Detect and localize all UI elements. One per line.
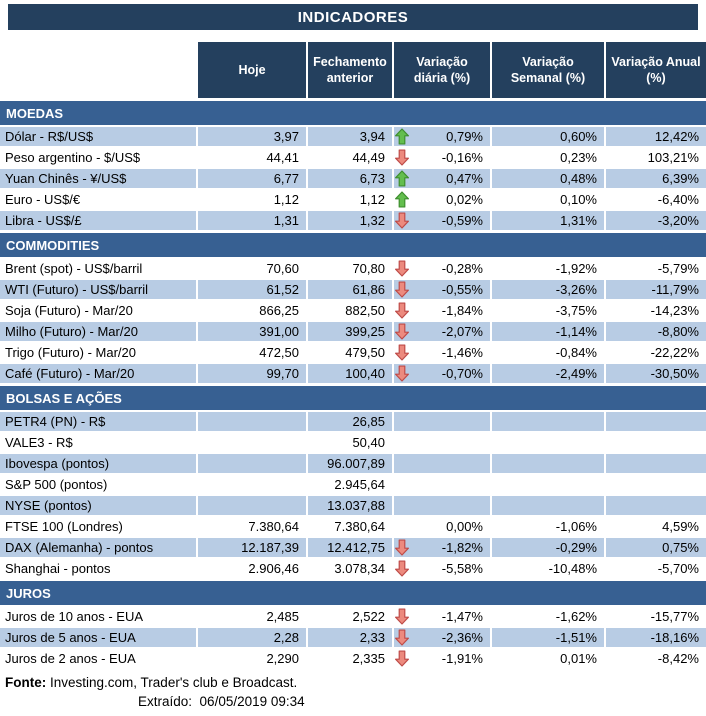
value-variacao-diaria: -2,07% (441, 324, 483, 339)
value-fechamento-anterior: 2,335 (308, 649, 392, 668)
section-header: BOLSAS E AÇÕES (0, 386, 706, 410)
cell-variacao-diaria (394, 538, 490, 557)
value-variacao-anual: -18,16% (606, 628, 706, 647)
value-fechamento-anterior: 3,94 (308, 127, 392, 146)
value-fechamento-anterior: 2,33 (308, 628, 392, 647)
row-label: PETR4 (PN) - R$ (0, 412, 196, 431)
value-fechamento-anterior: 13.037,88 (308, 496, 392, 515)
value-hoje: 7.380,64 (198, 517, 306, 536)
down-arrow-icon (395, 344, 409, 361)
value-hoje: 2,290 (198, 649, 306, 668)
down-arrow-icon (395, 560, 409, 577)
cell-variacao-diaria (394, 628, 490, 647)
cell-variacao-diaria (394, 517, 490, 536)
value-variacao-anual: -5,70% (606, 559, 706, 578)
cell-variacao-diaria (394, 412, 490, 431)
cell-variacao-diaria (394, 454, 490, 473)
cell-variacao-diaria (394, 475, 490, 494)
value-variacao-semanal: 1,31% (492, 211, 604, 230)
column-header: Variação Semanal (%) (492, 42, 604, 98)
extracted-timestamp: 06/05/2019 09:34 (199, 694, 305, 709)
row-label: Café (Futuro) - Mar/20 (0, 364, 196, 383)
down-arrow-icon (395, 608, 409, 625)
value-hoje: 6,77 (198, 169, 306, 188)
value-variacao-semanal: -10,48% (492, 559, 604, 578)
value-variacao-diaria: -0,70% (441, 366, 483, 381)
cell-variacao-diaria (394, 343, 490, 362)
row-label: S&P 500 (pontos) (0, 475, 196, 494)
row-label: NYSE (pontos) (0, 496, 196, 515)
value-variacao-diaria: 0,79% (446, 129, 483, 144)
column-header: Variação diária (%) (394, 42, 490, 98)
value-variacao-anual (606, 454, 706, 473)
value-fechamento-anterior: 50,40 (308, 433, 392, 452)
down-arrow-icon (395, 212, 409, 229)
row-label: Juros de 2 anos - EUA (0, 649, 196, 668)
value-fechamento-anterior: 26,85 (308, 412, 392, 431)
cell-variacao-diaria (394, 364, 490, 383)
value-variacao-anual (606, 433, 706, 452)
value-fechamento-anterior: 7.380,64 (308, 517, 392, 536)
down-arrow-icon (395, 281, 409, 298)
value-hoje: 472,50 (198, 343, 306, 362)
value-variacao-anual: 12,42% (606, 127, 706, 146)
value-hoje: 12.187,39 (198, 538, 306, 557)
value-variacao-semanal: -1,62% (492, 607, 604, 626)
row-label: Ibovespa (pontos) (0, 454, 196, 473)
value-fechamento-anterior: 61,86 (308, 280, 392, 299)
value-variacao-anual: 4,59% (606, 517, 706, 536)
value-variacao-anual (606, 496, 706, 515)
value-fechamento-anterior: 1,32 (308, 211, 392, 230)
value-variacao-anual: -15,77% (606, 607, 706, 626)
value-fechamento-anterior: 3.078,34 (308, 559, 392, 578)
value-hoje: 2.906,46 (198, 559, 306, 578)
value-hoje (198, 496, 306, 515)
value-variacao-semanal (492, 433, 604, 452)
cell-variacao-diaria (394, 190, 490, 209)
section-header: COMMODITIES (0, 233, 706, 257)
row-label: VALE3 - R$ (0, 433, 196, 452)
cell-variacao-diaria (394, 280, 490, 299)
value-fechamento-anterior: 100,40 (308, 364, 392, 383)
cell-variacao-diaria (394, 127, 490, 146)
value-fechamento-anterior: 1,12 (308, 190, 392, 209)
cell-variacao-diaria (394, 496, 490, 515)
value-variacao-diaria: -1,91% (441, 651, 483, 666)
value-variacao-diaria: -1,46% (441, 345, 483, 360)
value-variacao-anual: -3,20% (606, 211, 706, 230)
row-label: DAX (Alemanha) - pontos (0, 538, 196, 557)
value-hoje (198, 433, 306, 452)
cell-variacao-diaria (394, 148, 490, 167)
value-variacao-diaria: 0,02% (446, 192, 483, 207)
value-variacao-diaria: 0,47% (446, 171, 483, 186)
source-label: Fonte: (5, 675, 47, 690)
source-line (5, 673, 706, 692)
value-variacao-semanal (492, 454, 604, 473)
cell-variacao-diaria (394, 433, 490, 452)
value-variacao-anual: -5,79% (606, 259, 706, 278)
source-text: Investing.com, Trader's club e Broadcast. (50, 675, 298, 690)
row-label: Milho (Futuro) - Mar/20 (0, 322, 196, 341)
value-variacao-semanal: 0,23% (492, 148, 604, 167)
value-variacao-anual: -8,42% (606, 649, 706, 668)
value-variacao-semanal: 0,10% (492, 190, 604, 209)
value-fechamento-anterior: 479,50 (308, 343, 392, 362)
value-variacao-diaria: -0,16% (441, 150, 483, 165)
value-variacao-anual (606, 412, 706, 431)
value-fechamento-anterior: 12.412,75 (308, 538, 392, 557)
down-arrow-icon (395, 323, 409, 340)
value-variacao-anual: -6,40% (606, 190, 706, 209)
row-label: Libra - US$/£ (0, 211, 196, 230)
down-arrow-icon (395, 650, 409, 667)
cell-variacao-diaria (394, 301, 490, 320)
cell-variacao-diaria (394, 322, 490, 341)
value-variacao-anual: 6,39% (606, 169, 706, 188)
cell-variacao-diaria (394, 259, 490, 278)
down-arrow-icon (395, 365, 409, 382)
row-label: Shanghai - pontos (0, 559, 196, 578)
extracted-line (138, 692, 706, 711)
value-fechamento-anterior: 70,80 (308, 259, 392, 278)
value-hoje: 391,00 (198, 322, 306, 341)
value-variacao-semanal: -3,75% (492, 301, 604, 320)
up-arrow-icon (395, 170, 409, 187)
value-hoje (198, 454, 306, 473)
row-label: Yuan Chinês - ¥/US$ (0, 169, 196, 188)
value-variacao-diaria: -5,58% (441, 561, 483, 576)
value-variacao-diaria: -2,36% (441, 630, 483, 645)
value-variacao-semanal: -1,06% (492, 517, 604, 536)
value-variacao-anual: 0,75% (606, 538, 706, 557)
row-label: FTSE 100 (Londres) (0, 517, 196, 536)
down-arrow-icon (395, 260, 409, 277)
value-hoje: 2,28 (198, 628, 306, 647)
down-arrow-icon (395, 302, 409, 319)
value-hoje: 1,31 (198, 211, 306, 230)
value-variacao-semanal (492, 496, 604, 515)
value-variacao-semanal (492, 412, 604, 431)
value-variacao-anual: -30,50% (606, 364, 706, 383)
down-arrow-icon (395, 149, 409, 166)
value-variacao-diaria: -0,55% (441, 282, 483, 297)
value-variacao-diaria: -0,28% (441, 261, 483, 276)
value-hoje: 3,97 (198, 127, 306, 146)
row-label: Dólar - R$/US$ (0, 127, 196, 146)
section-header: MOEDAS (0, 101, 706, 125)
row-label: Soja (Futuro) - Mar/20 (0, 301, 196, 320)
value-variacao-anual: 103,21% (606, 148, 706, 167)
value-variacao-semanal: 0,48% (492, 169, 604, 188)
value-hoje: 70,60 (198, 259, 306, 278)
value-hoje: 1,12 (198, 190, 306, 209)
row-label: Trigo (Futuro) - Mar/20 (0, 343, 196, 362)
value-variacao-semanal (492, 475, 604, 494)
column-header: Fechamento anterior (308, 42, 392, 98)
up-arrow-icon (395, 191, 409, 208)
cell-variacao-diaria (394, 649, 490, 668)
section-header: JUROS (0, 581, 706, 605)
corner-cell (0, 42, 196, 98)
cell-variacao-diaria (394, 211, 490, 230)
value-variacao-diaria: -1,84% (441, 303, 483, 318)
value-fechamento-anterior: 882,50 (308, 301, 392, 320)
up-arrow-icon (395, 128, 409, 145)
value-hoje: 99,70 (198, 364, 306, 383)
value-hoje: 866,25 (198, 301, 306, 320)
value-variacao-anual: -11,79% (606, 280, 706, 299)
value-variacao-diaria: -1,47% (441, 609, 483, 624)
value-variacao-semanal: -1,92% (492, 259, 604, 278)
value-fechamento-anterior: 44,49 (308, 148, 392, 167)
value-variacao-semanal: -2,49% (492, 364, 604, 383)
extracted-label: Extraído: (138, 694, 193, 709)
value-hoje (198, 475, 306, 494)
value-variacao-semanal: 0,01% (492, 649, 604, 668)
cell-variacao-diaria (394, 607, 490, 626)
value-variacao-semanal: 0,60% (492, 127, 604, 146)
value-variacao-semanal: -1,14% (492, 322, 604, 341)
row-label: Juros de 10 anos - EUA (0, 607, 196, 626)
value-variacao-semanal: -0,29% (492, 538, 604, 557)
down-arrow-icon (395, 539, 409, 556)
value-variacao-anual: -14,23% (606, 301, 706, 320)
value-hoje: 44,41 (198, 148, 306, 167)
indicators-table (0, 42, 706, 668)
page-title: INDICADORES (8, 4, 698, 30)
cell-variacao-diaria (394, 169, 490, 188)
value-hoje: 61,52 (198, 280, 306, 299)
footer (0, 673, 706, 711)
value-fechamento-anterior: 2.945,64 (308, 475, 392, 494)
value-fechamento-anterior: 6,73 (308, 169, 392, 188)
value-variacao-anual: -22,22% (606, 343, 706, 362)
column-header: Hoje (198, 42, 306, 98)
row-label: Euro - US$/€ (0, 190, 196, 209)
value-variacao-diaria: -1,82% (441, 540, 483, 555)
value-variacao-semanal: -1,51% (492, 628, 604, 647)
value-hoje (198, 412, 306, 431)
row-label: Peso argentino - $/US$ (0, 148, 196, 167)
value-variacao-semanal: -0,84% (492, 343, 604, 362)
value-fechamento-anterior: 96.007,89 (308, 454, 392, 473)
value-variacao-anual (606, 475, 706, 494)
row-label: Juros de 5 anos - EUA (0, 628, 196, 647)
value-variacao-semanal: -3,26% (492, 280, 604, 299)
down-arrow-icon (395, 629, 409, 646)
value-hoje: 2,485 (198, 607, 306, 626)
row-label: Brent (spot) - US$/barril (0, 259, 196, 278)
value-fechamento-anterior: 2,522 (308, 607, 392, 626)
value-fechamento-anterior: 399,25 (308, 322, 392, 341)
cell-variacao-diaria (394, 559, 490, 578)
value-variacao-anual: -8,80% (606, 322, 706, 341)
value-variacao-diaria: -0,59% (441, 213, 483, 228)
column-header: Variação Anual (%) (606, 42, 706, 98)
value-variacao-diaria: 0,00% (446, 519, 483, 534)
row-label: WTI (Futuro) - US$/barril (0, 280, 196, 299)
